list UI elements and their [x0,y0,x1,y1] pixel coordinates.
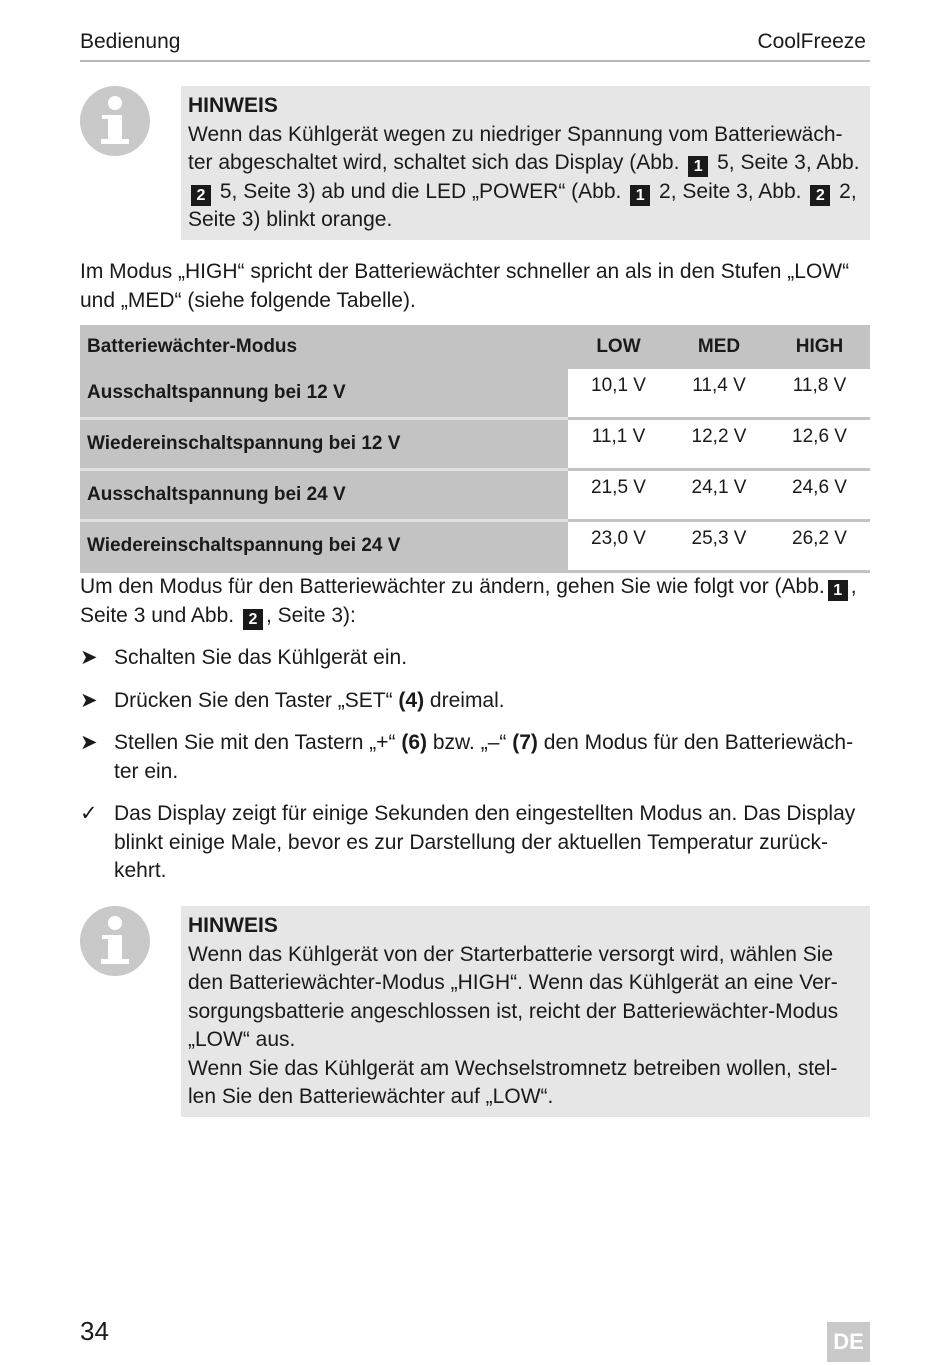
product-name: CoolFreeze [757,30,866,53]
row-label: Ausschaltspannung bei 12 V [80,369,568,419]
page-number: 34 [80,1316,109,1346]
note-text: Wenn Sie das Kühlgerät am Wechselstromnetz betreiben wollen, stel-len Sie den Batteriewächter auf „LOW“. [188,1056,838,1108]
instruction-step: ➤ Stellen Sie mit den Tastern „+“ (6) bzw. „–“ (7) den Modus für den Batteriewäch-ter ein. [80,731,854,783]
table-cell: 12,2 V [669,419,769,470]
section-title: Bedienung [80,30,181,53]
row-label: Wiedereinschaltspannung bei 24 V [80,521,568,572]
figure-ref: 2 [191,185,211,206]
table-cell: 10,1 V [591,375,646,396]
figure-ref: 1 [630,185,650,206]
note-text: Wenn das Kühlgerät von der Starterbatterie versorgt wird, wählen Sie den Batteriewächter-Modus „HIGH“. Wenn das Kühlgerät an eine Ver-sorgungsbatterie angeschlossen ist, reicht der Batteriewächter-Modus „LOW“ aus. [188,942,839,1051]
note-box [181,86,870,240]
info-icon [80,906,150,976]
table-cell: 24,1 V [669,470,769,521]
table-cell: 11,8 V [792,375,847,396]
table-row [80,521,870,572]
arrow-bullet-icon: ➤ [80,646,98,669]
figure-ref: 1 [828,580,848,601]
result-step: ✓ Das Display zeigt für einige Sekunden den eingestellten Modus an. Das Display blinkt einige Male, bevor es zur Darstellung der aktuellen Temperatur zurück-kehrt. [80,802,856,882]
note-box [181,906,870,1117]
arrow-bullet-icon: ➤ [80,731,98,754]
table-row [80,369,870,419]
info-icon [80,86,150,156]
table-cell: 26,2 V [769,521,870,572]
row-label: Wiedereinschaltspannung bei 12 V [80,419,568,470]
note-title: HINWEIS [188,94,278,117]
table-row [80,470,870,521]
language-badge: DE [827,1322,870,1362]
voltage-table [80,325,870,573]
row-label: Ausschaltspannung bei 24 V [80,470,568,521]
table-cell: 25,3 V [669,521,769,572]
figure-ref: 2 [810,185,830,206]
column-header: MED [669,325,769,369]
table-header-row [80,325,870,369]
page-header [80,30,870,62]
table-row [80,419,870,470]
figure-ref: 2 [243,609,263,630]
table-cell: 23,0 V [568,521,669,572]
howto-paragraph: Um den Modus für den Batteriewächter zu ändern, gehen Sie wie folgt vor (Abb. 1 , Seite 3 und Abb. 2 , Seite 3): [80,575,857,628]
table-cell: 24,6 V [769,470,870,521]
table-header: Batteriewächter-Modus [80,325,568,369]
note-title: HINWEIS [188,914,278,937]
column-header: HIGH [769,325,870,369]
table-cell: 11,1 V [568,419,669,470]
column-header: LOW [568,325,669,369]
table-cell: 12,6 V [769,419,870,470]
arrow-bullet-icon: ➤ [80,689,98,712]
note-text: Wenn das Kühlgerät wegen zu niedriger Spannung vom Batteriewäch-ter abgeschaltet wird, schaltet sich das Display (Abb. 1 5, Seite 3, Abb. 2 5, Seite 3) ab und die LED „POWER“ (Abb. 1 2, Seite 3, Abb. 2 2, Seite 3) blinkt orange. [188,122,860,231]
figure-ref: 1 [688,156,708,177]
intro-paragraph: Im Modus „HIGH“ spricht der Batteriewächter schneller an als in den Stufen „LOW“ und „MED“ (siehe folgende Tabelle). [80,260,850,312]
table-cell: 21,5 V [568,470,669,521]
instruction-step: ➤ Schalten Sie das Kühlgerät ein. [80,644,872,673]
table-cell: 11,4 V [692,375,746,396]
checkmark-icon: ✓ [80,802,98,825]
instruction-step: ➤ Drücken Sie den Taster „SET“ (4) dreimal. [80,687,872,716]
